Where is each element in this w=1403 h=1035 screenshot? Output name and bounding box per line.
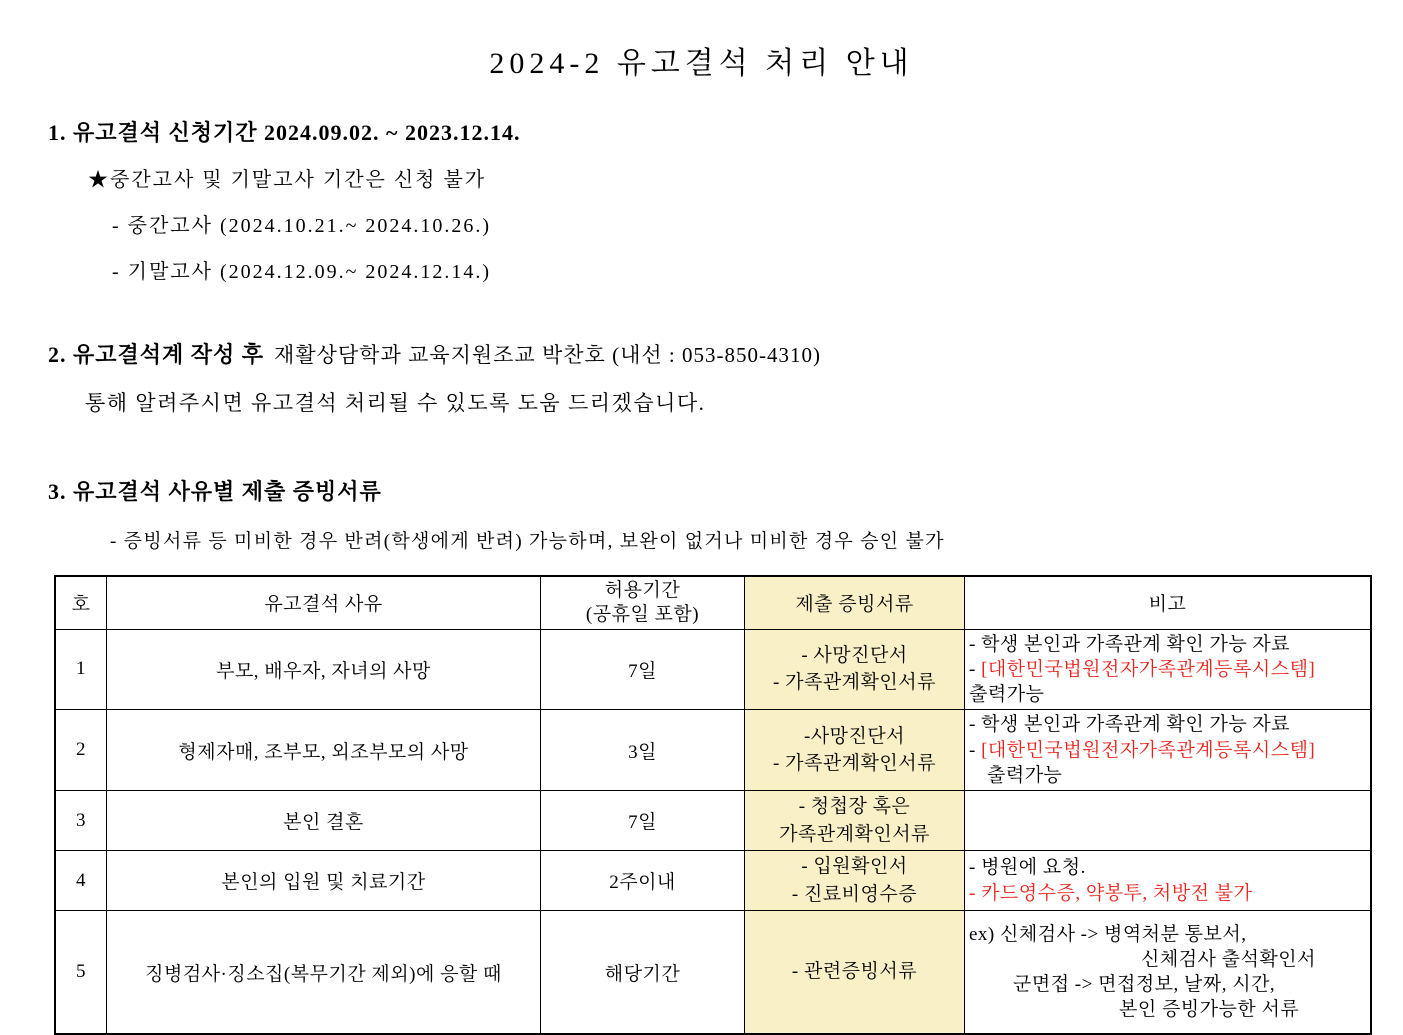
table-header-row — [55, 576, 1371, 629]
final-period-item: - 기말고사 (2024.12.09.~ 2024.12.14.) — [112, 261, 492, 283]
cell-period: 3일 — [541, 710, 745, 791]
cell-reason: 부모, 배우자, 자녀의 사망 — [107, 629, 541, 710]
cell-reason: 본인 결혼 — [107, 791, 541, 851]
cell-docs — [745, 629, 965, 710]
midterm-period-item: - 중간고사 (2024.10.21.~ 2024.10.26.) — [112, 215, 492, 237]
doc-line: - 사망진단서 — [801, 644, 908, 666]
red-highlight-text: [대한민국법원전자가족관계등록시스템] — [981, 739, 1316, 761]
cell-no: 5 — [55, 911, 107, 1034]
remark-line — [969, 738, 1366, 763]
red-highlight-text: [대한민국법원전자가족관계등록시스템] — [981, 658, 1316, 680]
remark-line: - 병원에 요청. — [969, 857, 1086, 879]
cell-no: 1 — [55, 629, 107, 710]
table-row-death-extended-family — [55, 710, 1371, 791]
remark-line: 군면접 -> 면접정보, 날짜, 시간, — [1013, 974, 1276, 996]
header-no: 호 — [55, 576, 107, 629]
header-period — [541, 576, 745, 629]
document-page — [0, 38, 1403, 1030]
cell-remark-empty — [965, 791, 1372, 851]
header-remark: 비고 — [965, 576, 1372, 629]
doc-line: - 청첩장 혹은 — [798, 796, 911, 818]
doc-line: - 진료비영수증 — [791, 883, 918, 905]
section-2-heading-bold: 2. 유고결석계 작성 후 — [48, 342, 265, 367]
cell-no: 3 — [55, 791, 107, 851]
section-application-period — [48, 116, 1355, 284]
remark-dash: - — [969, 739, 982, 761]
cell-docs — [745, 791, 965, 851]
header-period-line2: (공휴일 포함) — [585, 603, 700, 625]
doc-line: - 입원확인서 — [801, 856, 908, 878]
section-contact — [48, 338, 1355, 417]
header-docs: 제출 증빙서류 — [745, 576, 965, 629]
remark-line: 출력가능 — [969, 684, 1045, 706]
table-row-marriage — [55, 791, 1371, 851]
doc-line: - 가족관계확인서류 — [773, 753, 936, 775]
cell-reason: 징병검사·징소집(복무기간 제외)에 응할 때 — [107, 911, 541, 1034]
section-1-heading: 1. 유고결석 신청기간 2024.09.02. ~ 2023.12.14. — [48, 120, 521, 145]
cell-period: 해당기간 — [541, 911, 745, 1034]
cell-remark — [965, 851, 1372, 911]
remark-line: 출력가능 — [987, 764, 1063, 786]
exam-restriction-note: ★중간고사 및 기말고사 기간은 신청 불가 — [88, 169, 487, 191]
cell-remark — [965, 710, 1372, 791]
table-row-death-immediate-family — [55, 629, 1371, 710]
section-2-contact-info: 재활상담학과 교육지원조교 박찬호 (내선 : 053-850-4310) — [274, 343, 821, 367]
remark-dash: - — [969, 658, 982, 680]
page-title: 2024-2 유고결석 처리 안내 — [489, 47, 914, 80]
cell-period: 7일 — [541, 791, 745, 851]
table-row-hospitalization — [55, 851, 1371, 911]
header-reason: 유고결석 사유 — [107, 576, 541, 629]
remark-line: - 학생 본인과 가족관계 확인 가능 자료 — [969, 633, 1291, 655]
cell-docs — [745, 710, 965, 791]
remark-line: 신체검사 출석확인서 — [1141, 948, 1316, 970]
cell-remark — [965, 911, 1372, 1034]
cell-docs — [745, 851, 965, 911]
section-3-heading: 3. 유고결석 사유별 제출 증빙서류 — [48, 479, 382, 504]
cell-period: 2주이내 — [541, 851, 745, 911]
doc-line: 가족관계확인서류 — [779, 823, 930, 845]
doc-line: - 관련증빙서류 — [791, 961, 918, 983]
section-2-line2: 통해 알려주시면 유고결석 처리될 수 있도록 도움 드리겠습니다. — [85, 391, 706, 415]
remark-line: ex) 신체검사 -> 병역처분 통보서, — [969, 923, 1247, 945]
doc-line: -사망진단서 — [803, 725, 906, 747]
cell-reason: 형제자매, 조부모, 외조부모의 사망 — [107, 710, 541, 791]
cell-period: 7일 — [541, 629, 745, 710]
table-row-military-service — [55, 911, 1371, 1034]
cell-remark — [965, 629, 1372, 710]
header-period-line1: 허용기간 — [604, 580, 681, 601]
section-required-documents — [48, 475, 1355, 553]
red-highlight-text: - 카드영수증, 약봉투, 처방전 불가 — [969, 882, 1253, 904]
cell-reason: 본인의 입원 및 치료기간 — [107, 851, 541, 911]
remark-line: 본인 증빙가능한 서류 — [1119, 999, 1300, 1021]
doc-line: - 가족관계확인서류 — [773, 672, 936, 694]
absence-reasons-table — [54, 575, 1372, 1035]
cell-docs — [745, 911, 965, 1034]
section-3-note: - 증빙서류 등 미비한 경우 반려(학생에게 반려) 가능하며, 보완이 없거나 미비한 경우 승인 불가 — [110, 531, 945, 552]
cell-no: 2 — [55, 710, 107, 791]
section-2-heading — [48, 338, 1355, 369]
remark-line: - 학생 본인과 가족관계 확인 가능 자료 — [969, 714, 1291, 736]
remark-line — [969, 657, 1366, 682]
cell-no: 4 — [55, 851, 107, 911]
